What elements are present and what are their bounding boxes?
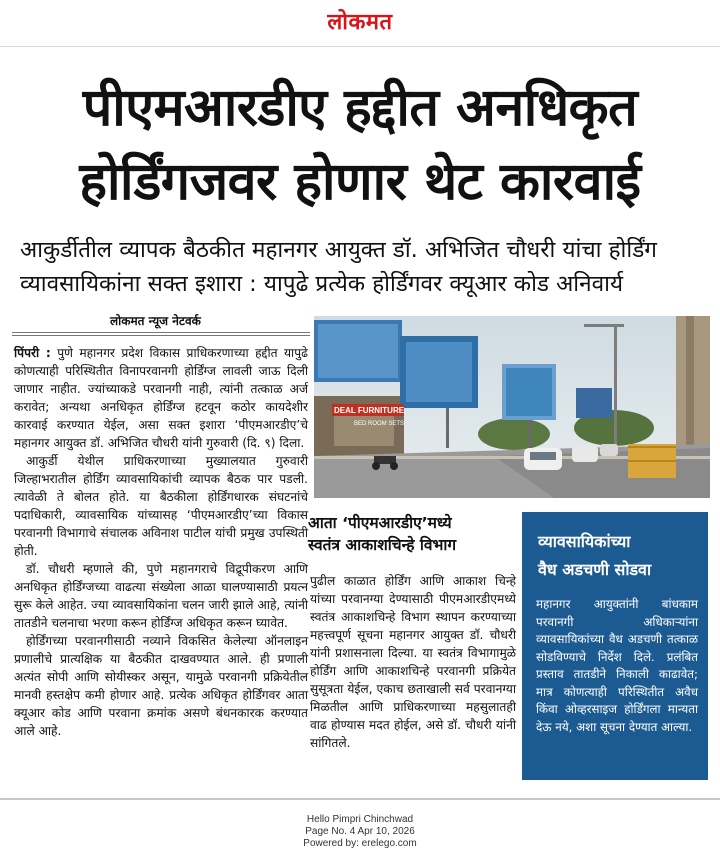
highlight-box-title-line-2: वैध अडचणी सोडवा	[538, 560, 652, 579]
storefront-sign-text: DEAL FURNITURE	[334, 406, 405, 415]
footer-page-info: Page No. 4 Apr 10, 2026	[305, 826, 415, 837]
highlight-box-body: महानगर आयुक्तांनी बांधकाम परवानगी अधिकाऱ्यांना व्यावसायिकांच्या वैध अडचणी तत्काळ सोडविण्याचे निर्देश दिले. प्रलंबित प्रस्ताव तातडीने निकाली काढावेत; मात्र कोणत्याही परिस्थितीत अवैध किंवा ओव्हरसाइज होर्डिंगला मान्यता देऊ नये, अशा सूचना देण्यात आल्या.	[536, 597, 698, 734]
street-hoardings-image	[314, 316, 710, 498]
sidebar-body	[310, 572, 516, 752]
footer-powered-by[interactable]: Powered by: erelego.com	[303, 838, 417, 849]
highlight-box-title	[538, 528, 698, 584]
masthead	[0, 0, 720, 47]
byline: लोकमत न्यूज नेटवर्क	[110, 314, 201, 328]
highlight-box	[522, 512, 708, 780]
article-paragraph: होर्डिंगच्या परवानगीसाठी नव्याने विकसित केलेल्या ऑनलाइन प्रणालीचे प्रात्यक्षिक या बैठकीत दाखवण्यात आले. ही प्रणाली अत्यंत सोपी आणि सोयीस्कर असून, यामुळे परवानगी प्रक्रियेतील मानवी हस्तक्षेप कमी होणार आहे. प्रत्येक अधिकृत होर्डिंगवर आता क्यूआर कोड आणि परवाना क्रमांक असणे बंधनकारक करण्यात आले आहे.	[14, 634, 308, 738]
headline-line-2: होर्डिंगजवर होणार थेट कारवाई	[79, 152, 641, 212]
footer-edition: Hello Pimpri Chinchwad	[306, 814, 414, 825]
byline-divider	[12, 332, 310, 333]
highlight-box-title-line-1: व्यावसायिकांच्या	[538, 532, 631, 551]
storefront-sign-subtext: BED ROOM SETS	[354, 421, 405, 427]
sidebar-paragraph: पुढील काळात होर्डिंग आणि आकाश चिन्हे यांच्या परवानग्या देण्यासाठी पीएमआरडीएमध्ये स्वतंत्र आकाशचिन्हे विभाग स्थापन करण्याच्या महत्त्वपूर्ण सूचना महानगर आयुक्त डॉ. चौधरी यांनी प्रशासनाला दिल्या. या स्वतंत्र विभागामुळे होर्डिंग आणि आकाशचिन्हे परवानगी प्रक्रियेत सुसूत्रता येईल, एकाच छताखाली सर्व परवानग्या मिळतील आणि प्राधिकरणाच्या महसुलातही वाढ होण्यास मदत होईल, असे डॉ. चौधरी यांनी सांगितले.	[310, 574, 516, 750]
article-paragraph	[14, 344, 308, 452]
article-paragraph: आकुर्डी येथील प्राधिकरणाच्या मुख्यालयात गुरुवारी जिल्हाभरातील होर्डिंग व्यावसायिकांची व्यापक बैठक पार पडली. त्यावेळी ते बोलत होते. या बैठकीला होर्डिंगधारक संघटनांचे पदाधिकारी, व्यावसायिक यांच्यासह ‘पीएमआरडीए’च्या विकास परवानगी विभागाचे संचालक अविनाश पाटील यांची प्रमुख उपस्थिती होती.	[14, 454, 308, 558]
sidebar-title-line-2: स्वतंत्र आकाशचिन्हे विभाग	[308, 536, 457, 554]
footer-divider	[0, 798, 720, 800]
headline-line-1: पीएमआरडीए हद्दीत अनधिकृत	[82, 78, 638, 138]
dateline: पिंपरी :	[14, 346, 51, 360]
article-paragraph: डॉ. चौधरी म्हणाले की, पुणे महानगराचे विद्रूपीकरण आणि अनधिकृत होर्डिंग्जच्या वाढत्या संख्येला आळा घालण्यासाठी प्रयत्न सुरू केले आहेत. ज्या व्यावसायिकांना चलन जारी झाले आहे, त्यांनी तातडीने चलनाचा भरणा करून होर्डिंग्ज अधिकृत करून घ्यावेत.	[14, 562, 308, 630]
sidebar-title	[308, 512, 514, 556]
sidebar-title-line-1: आता ‘पीएमआरडीए’मध्ये	[308, 514, 452, 532]
subheadline-line-1: आकुर्डीतील व्यापक बैठकीत महानगर आयुक्त डॉ. अभिजित चौधरी यांचा होर्डिंग	[20, 237, 657, 263]
newspaper-logo[interactable]: लोकमत	[327, 10, 393, 35]
subheadline-line-2: व्यावसायिकांना सक्त इशारा : यापुढे प्रत्येक होर्डिंगवर क्यूआर कोड अनिवार्य	[20, 271, 623, 297]
byline-divider-2	[12, 335, 310, 336]
news-photo	[314, 316, 710, 498]
main-article	[14, 344, 308, 740]
article-paragraph-text: पुणे महानगर प्रदेश विकास प्राधिकरणाच्या हद्दीत यापुढे कोणत्याही परिस्थितीत विनापरवानगी होर्डिंग्ज लावली जाऊ दिली जाणार नाहीत. ज्यांच्याकडे परवानगी नाही, त्यांनी तत्काळ अर्ज करावेत; अन्यथा अनधिकृत होर्डिंग्ज हटवून कठोर कायदेशीर कारवाई करण्यात येईल, असा सक्त इशारा ‘पीएमआरडीए’चे महानगर आयुक्त डॉ. अभिजित चौधरी यांनी गुरुवारी (दि. ९) दिला.	[14, 346, 308, 450]
